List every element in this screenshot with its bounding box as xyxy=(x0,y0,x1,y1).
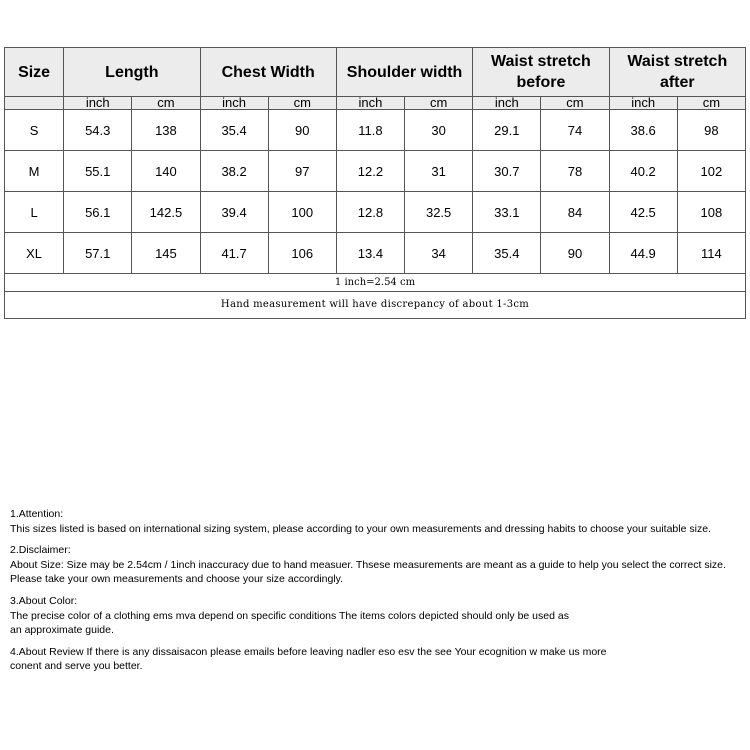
measurement-row xyxy=(5,292,746,319)
data-cell: 41.7 xyxy=(200,233,268,274)
header-length: Length xyxy=(64,48,200,97)
note-text: conent and serve you better. xyxy=(10,660,143,673)
note-title: 1.Attention: xyxy=(10,508,64,520)
unit-cell: cm xyxy=(132,97,200,110)
header-row xyxy=(5,48,746,97)
data-cell: 38.6 xyxy=(609,110,677,151)
header-size: Size xyxy=(5,48,64,97)
note-text: This sizes listed is based on international sizing system, please according to your own measurements and dressing habits to choose your suitable size. xyxy=(10,522,711,535)
note-text: 4.About Review If there is any dissaisacon please emails before leaving nadler eso esv the see Your ecognition w make us more xyxy=(10,645,607,658)
unit-cell: cm xyxy=(405,97,473,110)
unit-cell: inch xyxy=(200,97,268,110)
header-waist-stretch-after: Waist stretch after xyxy=(609,48,745,97)
data-cell: 100 xyxy=(268,192,336,233)
data-cell: 90 xyxy=(541,233,609,274)
unit-cell: cm xyxy=(268,97,336,110)
data-cell: 140 xyxy=(132,151,200,192)
data-cell: 11.8 xyxy=(336,110,404,151)
data-cell: 29.1 xyxy=(473,110,541,151)
unit-cell: cm xyxy=(677,97,745,110)
note-attention xyxy=(10,507,745,536)
data-cell: 142.5 xyxy=(132,192,200,233)
data-cell: 12.8 xyxy=(336,192,404,233)
note-about-color xyxy=(10,594,745,638)
data-cell: 42.5 xyxy=(609,192,677,233)
size-cell: M xyxy=(5,151,64,192)
data-cell: 114 xyxy=(677,233,745,274)
data-cell: 98 xyxy=(677,110,745,151)
data-cell: 40.2 xyxy=(609,151,677,192)
header-chest-width: Chest Width xyxy=(200,48,336,97)
data-cell: 57.1 xyxy=(64,233,132,274)
data-cell: 106 xyxy=(268,233,336,274)
data-cell: 74 xyxy=(541,110,609,151)
data-cell: 13.4 xyxy=(336,233,404,274)
table-row xyxy=(5,233,746,274)
note-text: About Size: Size may be 2.54cm / 1inch inaccuracy due to hand measuer. Thsese measurements are meant as a guide to help you select the correct size. xyxy=(10,558,726,571)
data-cell: 35.4 xyxy=(200,110,268,151)
data-cell: 38.2 xyxy=(200,151,268,192)
data-cell: 30 xyxy=(405,110,473,151)
conversion-note: 1 inch=2.54 cm xyxy=(5,274,746,292)
data-cell: 31 xyxy=(405,151,473,192)
unit-row xyxy=(5,97,746,110)
note-text: Please take your own measurements and choose your size accordingly. xyxy=(10,573,344,586)
data-cell: 84 xyxy=(541,192,609,233)
data-cell: 138 xyxy=(132,110,200,151)
unit-cell-empty xyxy=(5,97,64,110)
size-chart-table xyxy=(4,47,746,319)
table-row xyxy=(5,151,746,192)
table-row xyxy=(5,192,746,233)
unit-cell: inch xyxy=(609,97,677,110)
note-disclaimer xyxy=(10,543,745,587)
size-cell: L xyxy=(5,192,64,233)
header-waist-stretch-before: Waist stretch before xyxy=(473,48,609,97)
data-cell: 145 xyxy=(132,233,200,274)
size-cell: XL xyxy=(5,233,64,274)
data-cell: 54.3 xyxy=(64,110,132,151)
size-cell: S xyxy=(5,110,64,151)
data-cell: 32.5 xyxy=(405,192,473,233)
note-text: an approximate guide. xyxy=(10,624,114,637)
note-title: 2.Disclaimer: xyxy=(10,544,71,557)
data-cell: 12.2 xyxy=(336,151,404,192)
data-cell: 34 xyxy=(405,233,473,274)
data-cell: 30.7 xyxy=(473,151,541,192)
data-cell: 33.1 xyxy=(473,192,541,233)
measurement-note: Hand measurement will have discrepancy of about 1-3cm xyxy=(5,292,746,319)
header-shoulder-width: Shoulder width xyxy=(336,48,472,97)
note-title: 3.About Color: xyxy=(10,594,78,607)
data-cell: 90 xyxy=(268,110,336,151)
data-cell: 56.1 xyxy=(64,192,132,233)
data-cell: 44.9 xyxy=(609,233,677,274)
data-cell: 35.4 xyxy=(473,233,541,274)
data-cell: 39.4 xyxy=(200,192,268,233)
unit-cell: inch xyxy=(336,97,404,110)
unit-cell: inch xyxy=(64,97,132,110)
data-cell: 108 xyxy=(677,192,745,233)
data-cell: 78 xyxy=(541,151,609,192)
note-text: The precise color of a clothing ems mva depend on specific conditions The items colors depicted should only be used as xyxy=(10,609,569,622)
table-row xyxy=(5,110,746,151)
note-about-review xyxy=(10,645,745,674)
conversion-row xyxy=(5,274,746,292)
notes-section xyxy=(10,507,745,681)
unit-cell: inch xyxy=(473,97,541,110)
unit-cell: cm xyxy=(541,97,609,110)
data-cell: 55.1 xyxy=(64,151,132,192)
data-cell: 102 xyxy=(677,151,745,192)
data-cell: 97 xyxy=(268,151,336,192)
